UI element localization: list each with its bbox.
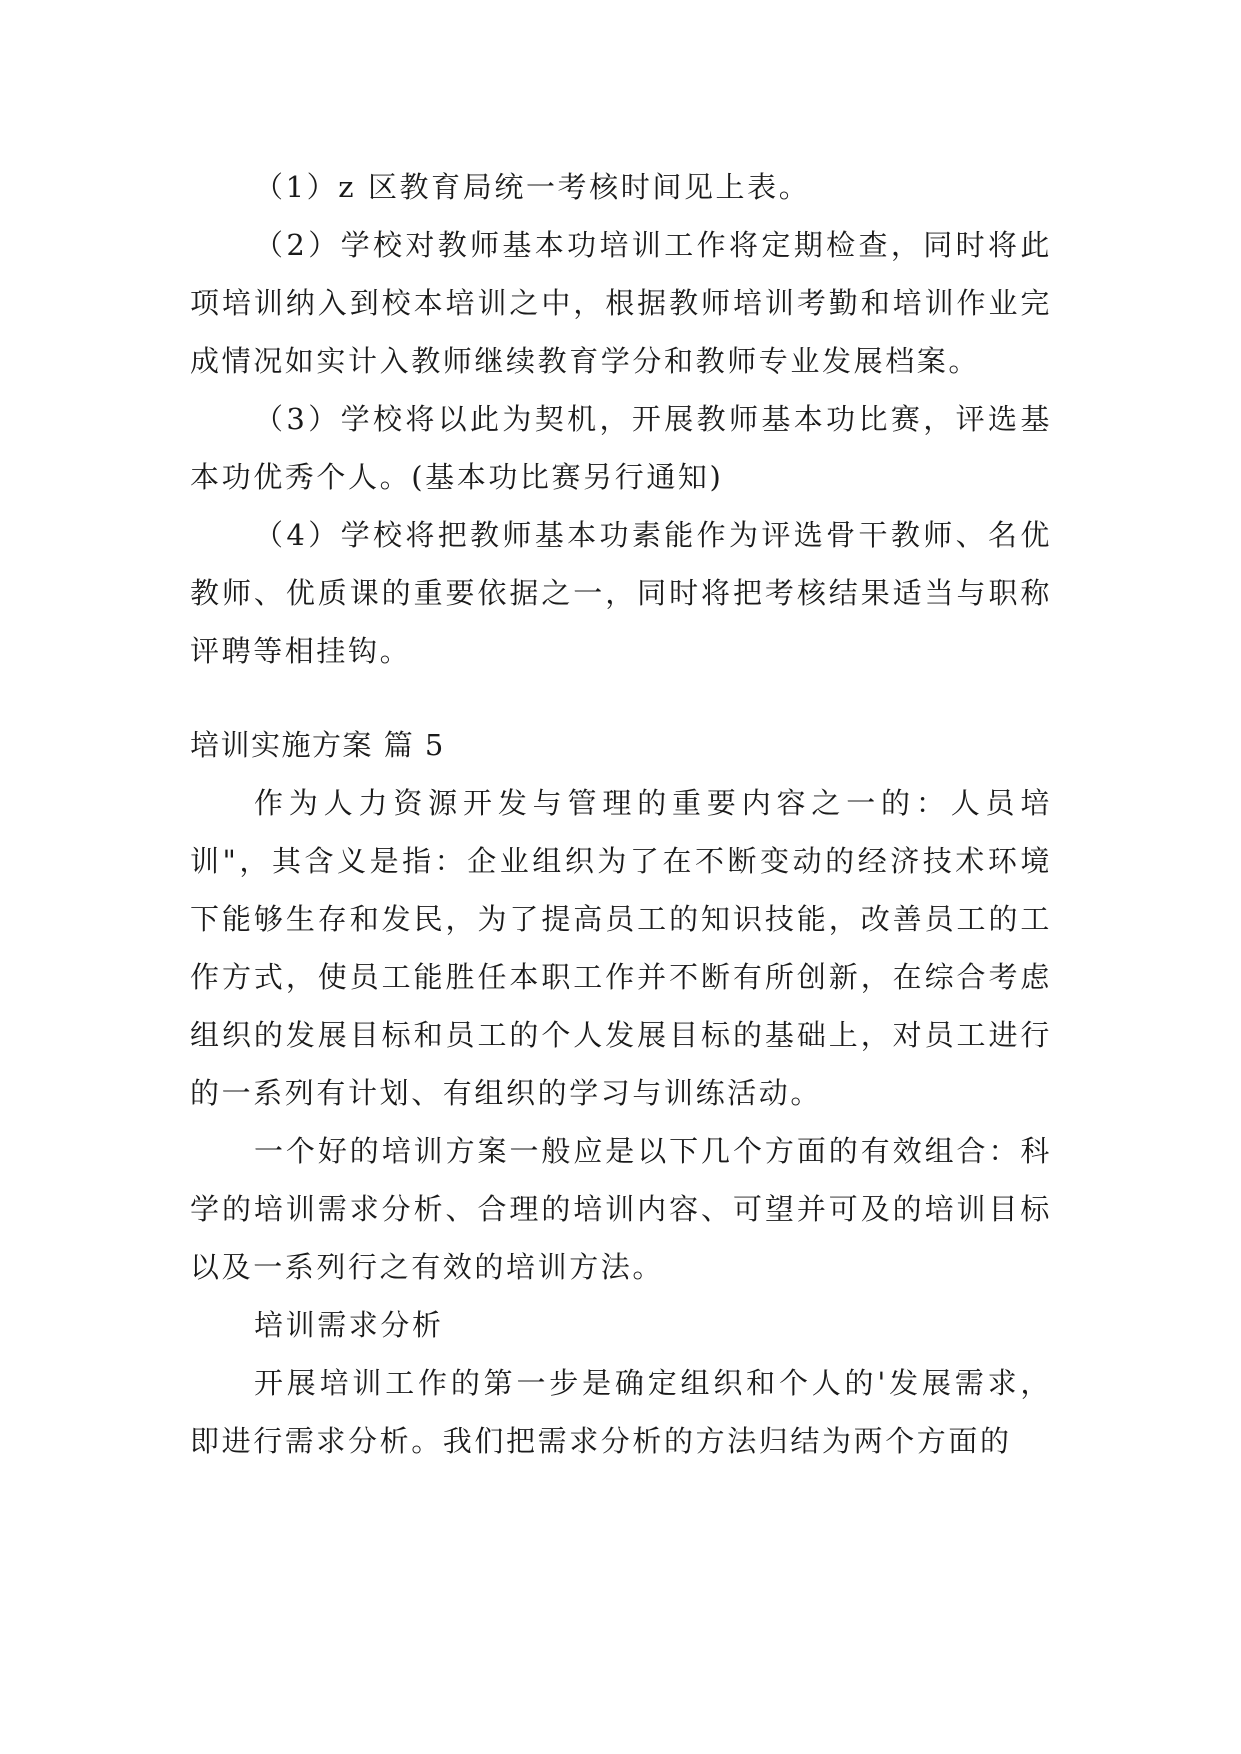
document-page [190, 158, 1052, 1470]
paragraph-2: 一个好的培训方案一般应是以下几个方面的有效组合：科学的培训需求分析、合理的培训内容、可望并可及的培训目标以及一系列行之有效的培训方法。 [190, 1134, 1052, 1284]
list-item-2: （2）学校对教师基本功培训工作将定期检查，同时将此项培训纳入到校本培训之中，根据教师培训考勤和培训作业完成情况如实计入教师继续教育学分和教师专业发展档案。 [190, 228, 1052, 378]
paragraph-1: 作为人力资源开发与管理的重要内容之一的：人员培训"，其含义是指：企业组织为了在不断变动的经济技术环境下能够生存和发民，为了提高员工的知识技能，改善员工的工作方式，使员工能胜任本职工作并不断有所创新，在综合考虑组织的发展目标和员工的个人发展目标的基础上，对员工进行的一系列有计划、有组织的学习与训练活动。 [190, 786, 1052, 1110]
list-item-3: （3）学校将以此为契机，开展教师基本功比赛，评选基本功优秀个人。(基本功比赛另行通知) [190, 402, 1052, 494]
subheading: 培训需求分析 [254, 1308, 444, 1342]
list-item-4: （4）学校将把教师基本功素能作为评选骨干教师、名优教师、优质课的重要依据之一，同时将把考核结果适当与职称评聘等相挂钩。 [190, 518, 1052, 668]
section-title: 培训实施方案 篇 5 [190, 728, 445, 762]
paragraph-3: 开展培训工作的第一步是确定组织和个人的'发展需求，即进行需求分析。我们把需求分析的方法归结为两个方面的 [190, 1366, 1052, 1458]
list-item-1: （1）z 区教育局统一考核时间见上表。 [254, 170, 811, 204]
